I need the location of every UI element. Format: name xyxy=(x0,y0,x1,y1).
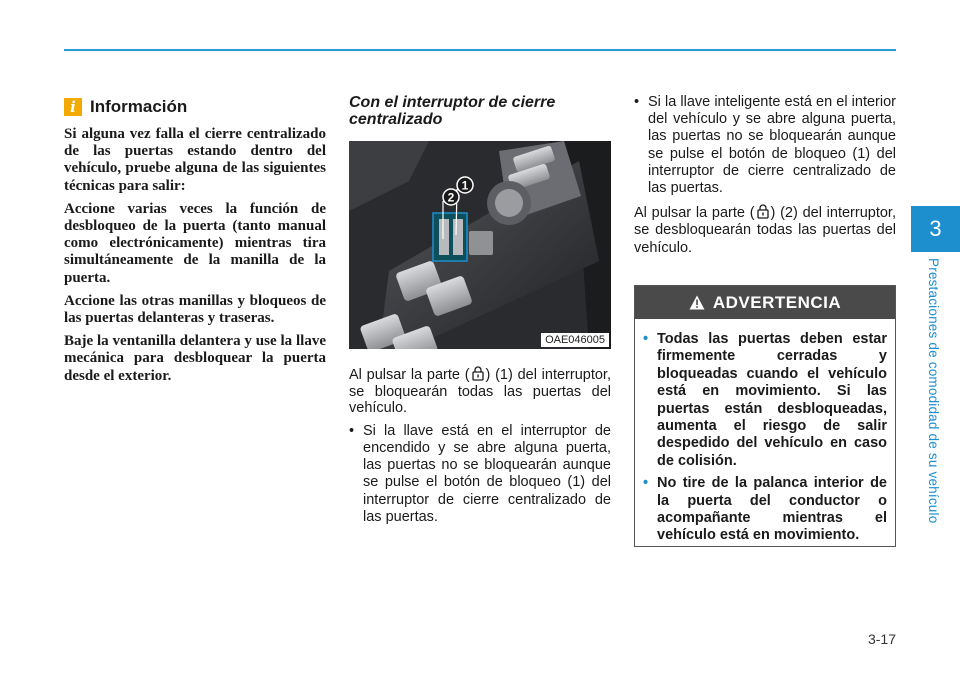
header-rule xyxy=(64,49,896,51)
chapter-title: Prestaciones de comodidad de su vehículo xyxy=(926,258,941,524)
door-switch-photo xyxy=(349,141,611,349)
callout-1-label: 1 xyxy=(461,178,469,193)
lock-paragraph: Al pulsar la parte ( ) (1) del interruptor, se bloquearán todas las puertas del vehículo. xyxy=(349,367,611,417)
bullet-item: • Si la llave está en el interruptor de encendido y se abre alguna puerta, las puertas no se bloquearán aunque se pulse el botón de bloqueo (1) del interruptor de cierre centralizado de las puertas. xyxy=(349,422,611,525)
central-lock-text xyxy=(349,365,611,532)
section-heading: Con el interruptor de cierre centralizado xyxy=(349,94,556,128)
warning-body xyxy=(635,319,895,545)
chapter-tab: 3 xyxy=(911,206,960,252)
column-three xyxy=(634,94,896,263)
info-icon: i xyxy=(64,98,82,116)
info-paragraph: Si alguna vez falla el cierre centralizado de las puertas estando dentro del vehículo, pruebe alguna de las siguientes técnicas para salir: xyxy=(64,126,326,194)
photo-caption: OAE046005 xyxy=(541,333,609,347)
lock-icon xyxy=(470,365,486,381)
warning-item: • No tire de la palanca interior de la puerta del conductor o acompañante mientras el vehículo está en movimiento. xyxy=(643,475,887,544)
page-number: 3-17 xyxy=(867,631,896,647)
info-paragraph: Accione las otras manillas y bloqueos de las puertas delanteras y traseras. xyxy=(64,292,326,327)
warning-item: • Todas las puertas deben estar firmemente cerradas y bloqueadas cuando el vehículo está en movimiento. Si las puertas están desbloqueadas, aumenta el riesgo de salir despedido del vehículo en caso de colisión. xyxy=(643,331,887,469)
unlock-icon xyxy=(755,203,771,219)
central-lock-section xyxy=(349,94,611,128)
warning-title: ADVERTENCIA xyxy=(712,292,842,312)
warning-box xyxy=(634,285,896,547)
info-title: Información xyxy=(90,97,188,116)
info-paragraph: Accione varias veces la función de desbloqueo de la puerta (tanto manual como electrónicamente) mientras tira simultáneamente de la manilla de la puerta. xyxy=(64,200,326,286)
door-panel-illustration xyxy=(349,141,611,349)
callout-2-label: 2 xyxy=(447,190,455,205)
warning-header xyxy=(635,286,895,319)
bullet-item: • Si la llave inteligente está en el interior del vehículo y se abre alguna puerta, las puertas no se bloquearán aunque se pulse el botón de bloqueo (1) del interruptor de cierre centralizado de las puertas. xyxy=(634,94,896,197)
info-paragraph: Baje la ventanilla delantera y use la llave mecánica para desbloquear la puerta desde el exterior. xyxy=(64,333,326,384)
unlock-paragraph: Al pulsar la parte ( ) (2) del interruptor, se desbloquearán todas las puertas del vehículo. xyxy=(634,205,896,256)
info-section xyxy=(64,96,326,391)
warning-triangle-icon xyxy=(689,295,705,310)
info-header xyxy=(64,96,326,118)
